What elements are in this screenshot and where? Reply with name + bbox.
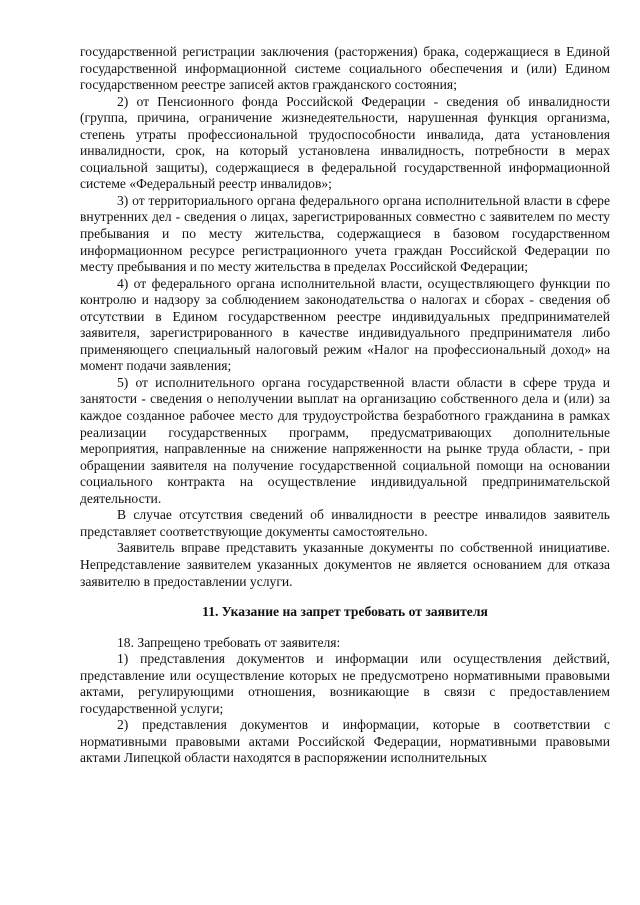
- paragraph-own-initiative: Заявитель вправе представить указанные документы по собственной инициативе. Непредставление заявителем указанных документов не является основанием для отказа заявителю в предоставлении услуги.: [80, 540, 610, 589]
- paragraph-item-3: 3) от территориального органа федерального органа исполнительной власти в сфере внутренних дел - сведения о лицах, зарегистрированных совместно с заявителем по месту пребывания и по месту жительства, содержащиеся в базовом государственном информационном ресурсе регистрационного учета граждан Российской Федерации по месту пребывания и по месту жительства в пределах Российской Федерации;: [80, 192, 610, 275]
- paragraph-continuation: государственной регистрации заключения (расторжения) брака, содержащиеся в Единой государственной информационной системе социального обеспечения и (или) Едином государственном реестре записей актов гражданского состояния;: [80, 44, 610, 93]
- paragraph-item-5: 5) от исполнительного органа государственной власти области в сфере труда и занятости - сведения о неполучении выплат на организацию собственного дела и (или) за каждое созданное рабочее место для трудоустройства безработного гражданина в рамках реализации государственных программ, предусматривающих дополнительные мероприятия, направленные на снижение напряженности на рынке труда области, - при обращении заявителя на получение государственной социальной помощи на основании социального контракта на осуществление индивидуальной предпринимательской деятельности.: [80, 374, 610, 506]
- paragraph-disability-note: В случае отсутствия сведений об инвалидности в реестре инвалидов заявитель представляет соответствующие документы самостоятельно.: [80, 507, 610, 539]
- paragraph-18-item-1: 1) представления документов и информации или осуществления действий, представление или осуществление которых не предусмотрено нормативными правовыми актами, регулирующими отношения, возникающие в связи с предоставлением государственной услуги;: [80, 651, 610, 716]
- paragraph-item-2: 2) от Пенсионного фонда Российской Федерации - сведения об инвалидности (группа, причина, ограничение жизнедеятельности, нарушенная функция организма, степень утраты профессиональной трудоспособности инвалида, дата установления инвалидности, срок, на который установлена инвалидность, потребности в мерах социальной защиты), содержащиеся в федеральной государственной информационной системе «Федеральный реестр инвалидов»;: [80, 93, 610, 192]
- section-heading: 11. Указание на запрет требовать от заявителя: [202, 604, 488, 620]
- paragraph-18-item-2: 2) представления документов и информации, которые в соответствии с нормативными правовыми актами Российской Федерации, нормативными правовыми актами Липецкой области находятся в распоряжении исполнительных: [80, 717, 610, 766]
- paragraph-item-4: 4) от федерального органа исполнительной власти, осуществляющего функции по контролю и надзору за соблюдением законодательства о налогах и сборах - сведения об отсутствии в Едином государственном реестре индивидуальных предпринимателей заявителя, зарегистрированного в качестве индивидуального предпринимателя либо применяющего специальный налоговый режим «Налог на профессиональный доход» на момент подачи заявления;: [80, 275, 610, 374]
- document-page: [80, 44, 610, 767]
- paragraph-18: 18. Запрещено требовать от заявителя:: [117, 634, 341, 650]
